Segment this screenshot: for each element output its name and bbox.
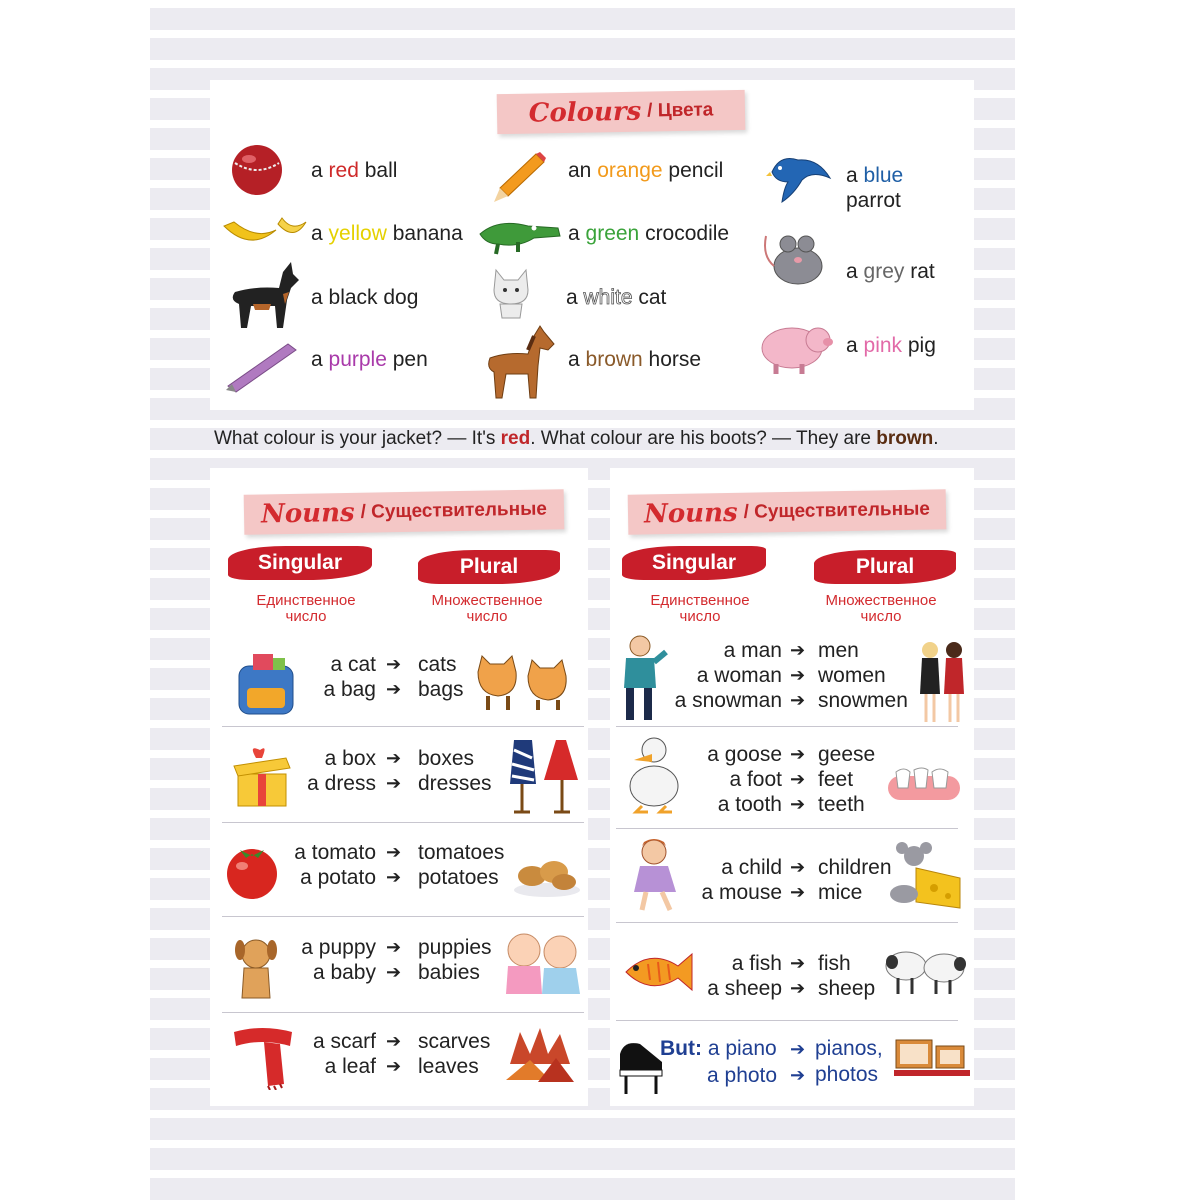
left-row4-arrows: ➔ ➔ <box>386 937 402 982</box>
label-orange-pencil: an orange pencil <box>568 159 724 182</box>
label-blue-parrot: a blue parrot <box>846 164 904 212</box>
right-row1-singular: a man a woman a snowman <box>674 639 782 712</box>
mice-icon <box>886 838 962 910</box>
sheep-icon <box>884 944 966 996</box>
right-row4-singular: a fish a sheep <box>707 952 782 1000</box>
right-row-divider-4 <box>616 1020 958 1021</box>
singular-header-right: Singular <box>622 546 766 580</box>
teeth-icon <box>886 766 962 802</box>
nouns-title-left: Nouns <box>260 497 355 530</box>
photos-icon <box>894 1036 970 1078</box>
pen-icon <box>222 336 300 394</box>
women-icon <box>916 640 968 724</box>
nouns-title-ru-left: / Существительные <box>360 498 548 523</box>
gift-box-icon <box>232 744 292 808</box>
dog-icon <box>225 258 303 334</box>
left-row-divider-4 <box>222 1012 584 1013</box>
plural-ru-left: Множественное число <box>431 592 543 625</box>
pig-icon <box>756 312 836 376</box>
left-row2-singular: a box a dress <box>307 747 376 795</box>
plural-header-left: Plural <box>418 550 560 584</box>
dresses-icon <box>506 734 580 816</box>
but-line-2: a photo <box>707 1064 778 1087</box>
piano-icon <box>618 1040 664 1096</box>
left-row5-plural: scarves leaves <box>418 1030 491 1078</box>
left-row3-plural: tomatoes potatoes <box>418 841 505 889</box>
nouns-banner-right <box>628 489 947 535</box>
label-green-crocodile: a green crocodile <box>568 222 730 245</box>
right-row4-plural: fish sheep <box>818 952 876 1000</box>
right-row-divider-3 <box>616 922 958 923</box>
left-row1-arrows: ➔ ➔ <box>386 654 402 699</box>
right-row2-plural: geese feet teeth <box>818 743 876 816</box>
colour-question-line: What colour is your jacket? — It's red. What colour are his boots? — They are brown. <box>214 428 939 449</box>
nouns-title-ru-right: / Существительные <box>743 498 931 523</box>
left-row5-arrows: ➔ ➔ <box>386 1031 402 1076</box>
label-purple-pen: a purple pen <box>311 348 428 371</box>
babies-icon <box>500 930 584 998</box>
label-red-ball: a red ball <box>311 159 398 182</box>
label-black-dog: a black dog <box>311 286 419 309</box>
right-row4-arrows: ➔ ➔ <box>790 953 806 998</box>
horse-icon <box>482 322 558 402</box>
but-arrows: ➔ ➔ <box>790 1039 806 1085</box>
puppy-icon <box>234 934 280 1002</box>
left-row2-plural: boxes dresses <box>418 747 492 795</box>
leaves-icon <box>500 1024 578 1086</box>
left-row3-singular: a tomato a potato <box>294 841 376 889</box>
right-row-divider-1 <box>616 726 958 727</box>
banana-icon <box>220 212 308 252</box>
nouns-banner-left <box>244 489 565 535</box>
right-row1-plural: men women snowmen <box>818 639 908 712</box>
left-row1-singular: a cat a bag <box>323 653 376 701</box>
singular-ru-right: Единственное число <box>650 592 750 625</box>
left-row4-plural: puppies babies <box>418 936 492 984</box>
cats-icon <box>474 650 580 712</box>
right-row1-arrows: ➔ ➔ ➔ <box>790 640 806 710</box>
cat-icon <box>488 264 534 322</box>
potatoes-icon <box>512 854 582 898</box>
label-grey-rat: a grey rat <box>846 260 935 283</box>
label-yellow-banana: a yellow banana <box>311 222 463 245</box>
colours-banner <box>497 90 746 134</box>
singular-ru-left: Единственное число <box>256 592 356 625</box>
right-row2-arrows: ➔ ➔ ➔ <box>790 744 806 814</box>
right-row3-arrows: ➔ ➔ <box>790 857 806 902</box>
scarf-icon <box>228 1024 298 1090</box>
pencil-icon <box>488 148 548 206</box>
left-row3-arrows: ➔ ➔ <box>386 842 402 887</box>
left-row-divider-1 <box>222 726 584 727</box>
tomato-icon <box>222 842 282 900</box>
label-brown-horse: a brown horse <box>568 348 702 371</box>
right-row-divider-2 <box>616 828 958 829</box>
right-row2-singular: a goose a foot a tooth <box>707 743 782 816</box>
but-line-1: But: a piano <box>660 1037 777 1060</box>
left-row-divider-3 <box>222 916 584 917</box>
red-ball-icon <box>230 143 284 197</box>
label-pink-pig: a pink pig <box>846 334 936 357</box>
label-white-cat: a white cat <box>566 286 667 309</box>
nouns-title-right: Nouns <box>643 497 738 530</box>
left-row1-plural: cats bags <box>418 653 464 701</box>
parrot-icon <box>766 150 834 206</box>
right-row3-singular: a child a mouse <box>701 856 782 904</box>
left-row4-singular: a puppy a baby <box>301 936 376 984</box>
left-row-divider-2 <box>222 822 584 823</box>
colours-title-ru: / Цвета <box>647 99 714 122</box>
colours-title: Colours <box>528 96 642 129</box>
left-row2-arrows: ➔ ➔ <box>386 748 402 793</box>
plural-ru-right: Множественное число <box>825 592 937 625</box>
plural-header-right: Plural <box>814 550 956 584</box>
crocodile-icon <box>478 208 562 258</box>
but-plural: pianos, photos <box>815 1037 883 1086</box>
right-row3-plural: children mice <box>818 856 892 904</box>
rat-icon <box>760 226 830 292</box>
singular-header-left: Singular <box>228 546 372 580</box>
left-row5-singular: a scarf a leaf <box>312 1030 376 1078</box>
